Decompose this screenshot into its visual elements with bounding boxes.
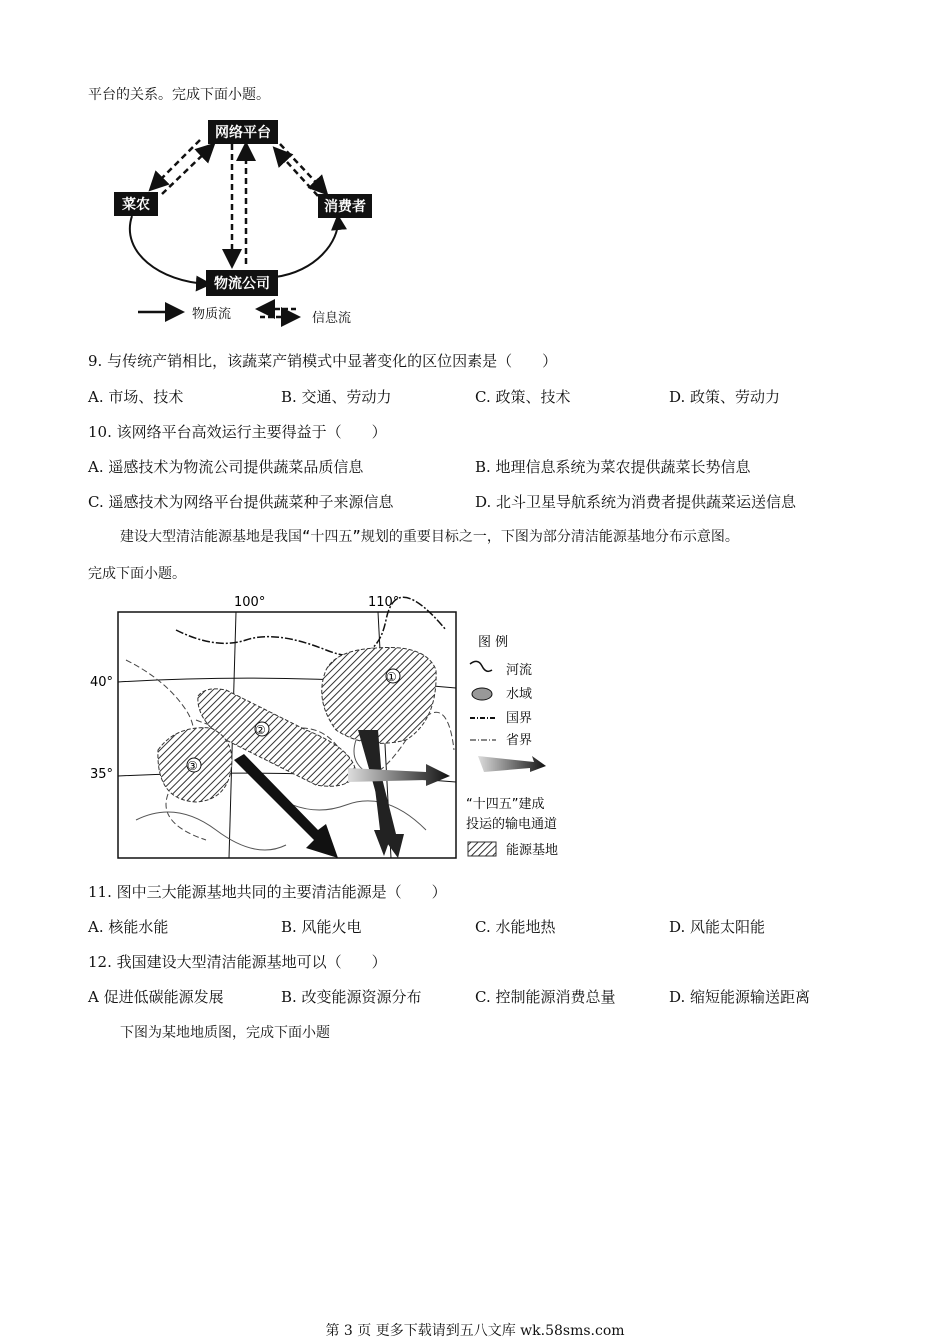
q10-option-b: B. 地理信息系统为菜农提供蔬菜长势信息 [475,458,751,476]
legend-channel-line2: 投运的输电通道 [466,817,558,832]
q12-option-a: A 促进低碳能源发展 [88,988,224,1006]
legend-title: 图 例 [478,635,509,650]
q12-stem: 12. 我国建设大型清洁能源基地可以（ ） [88,953,387,971]
info-flow-consumer-platform [276,150,318,196]
lon-100-label: 100° [234,595,266,610]
material-flow-farmer-logistics [130,216,208,284]
node-consumer-label: 消费者 [324,199,366,215]
q9-option-b: B. 交通、劳动力 [281,388,392,406]
node-farmer-label: 菜农 [122,197,150,213]
intro-text: 平台的关系。完成下面小题。 [88,87,270,103]
legend-national: 国界 [506,711,533,726]
info-flow-platform-consumer [280,144,325,192]
legend-material-label: 物质流 [192,307,232,322]
lat-35-label: 35° [90,767,114,782]
legend-base: 能源基地 [506,843,559,858]
legend-info-label: 信息流 [312,311,352,326]
lat-40-label: 40° [90,675,114,690]
q12-option-c: C. 控制能源消费总量 [475,988,616,1006]
q11-stem: 11. 图中三大能源基地共同的主要清洁能源是（ ） [88,883,447,901]
legend-river: 河流 [506,663,533,678]
node-logistics-label: 物流公司 [214,276,270,292]
q11-option-a: A. 核能水能 [88,918,169,936]
q9-option-d: D. 政策、劳动力 [669,388,781,406]
q9-stem: 9. 与传统产销相比，该蔬菜产销模式中显著变化的区位因素是（ ） [88,352,558,370]
q10-stem: 10. 该网络平台高效运行主要得益于（ ） [88,423,387,441]
energy-base-1 [322,647,436,743]
legend-water: 水域 [506,687,533,702]
passage2-line1: 建设大型清洁能源基地是我国“十四五”规划的重要目标之一，下图为部分清洁能源基地分布示意图。 [120,529,739,545]
energy-base-2-label: ② [255,723,266,737]
node-platform-label: 网络平台 [215,125,271,141]
q12-option-b: B. 改变能源资源分布 [281,988,422,1006]
q10-option-a: A. 遥感技术为物流公司提供蔬菜品质信息 [88,458,364,476]
legend-channel-line1: “十四五”建成 [466,797,545,812]
page-footer: 第 3 页 更多下载请到五八文库 wk.58sms.com [325,1323,625,1339]
q11-option-b: B. 风能火电 [281,918,362,936]
lon-110-label: 110° [368,595,400,610]
energy-base-1-label: ① [386,670,397,684]
flow-diagram [100,112,400,332]
q10-option-d: D. 北斗卫星导航系统为消费者提供蔬菜运送信息 [475,493,797,511]
passage3: 下图为某地地质图，完成下面小题 [120,1025,330,1041]
passage2-line2: 完成下面小题。 [88,566,186,582]
energy-base-map [86,590,566,870]
legend-provincial: 省界 [506,733,533,748]
q9-option-c: C. 政策、技术 [475,388,571,406]
q11-option-d: D. 风能太阳能 [669,918,766,936]
q12-option-d: D. 缩短能源输送距离 [669,988,811,1006]
q10-option-c: C. 遥感技术为网络平台提供蔬菜种子来源信息 [88,493,394,511]
material-flow-logistics-consumer [275,218,338,277]
energy-base-3-label: ③ [187,759,198,773]
q11-option-c: C. 水能地热 [475,918,556,936]
q9-option-a: A. 市场、技术 [88,388,184,406]
